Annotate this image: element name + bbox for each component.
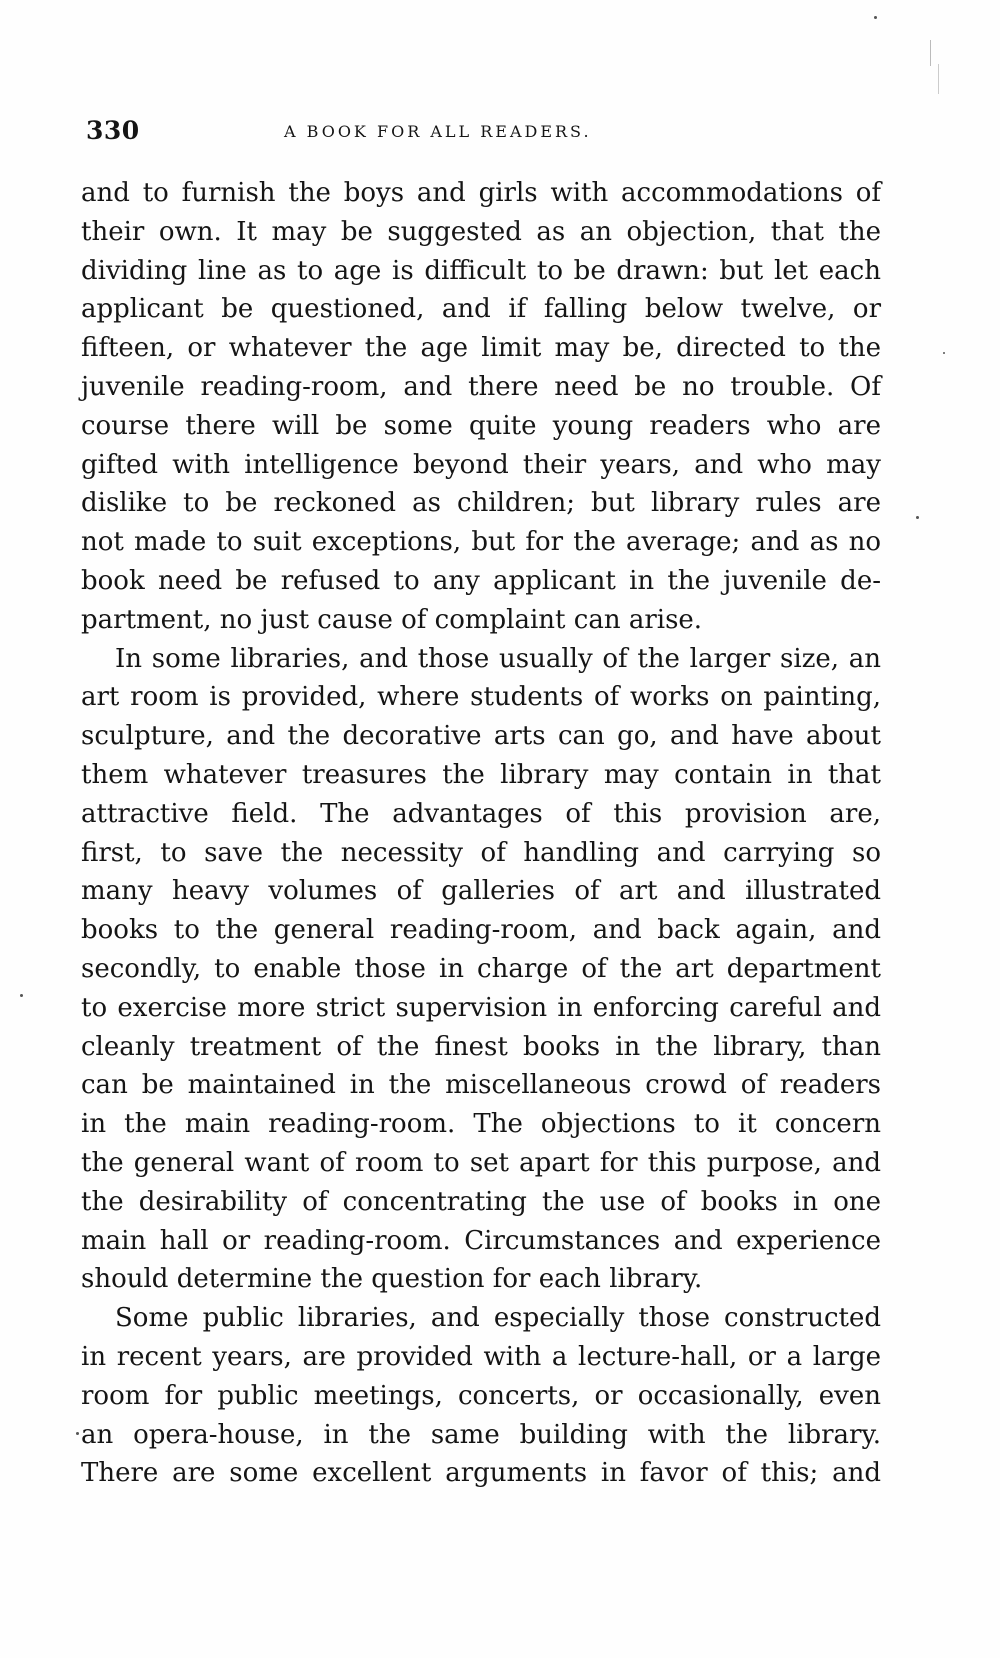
running-head [86, 116, 876, 156]
scan-speck [943, 352, 945, 354]
text-line: room for public meetings, concerts, or occasionally, even [81, 1380, 881, 1411]
text-line: applicant be questioned, and if falling below twelve, or [81, 294, 881, 325]
text-line: the general want of room to set apart for this purpose, and [81, 1147, 881, 1178]
text-line: to exercise more strict supervision in enforcing careful and [81, 992, 881, 1023]
paragraph-2 [81, 640, 881, 1300]
text-line: There are some excellent arguments in favor of this; and [81, 1458, 881, 1489]
scan-speck [938, 64, 939, 94]
page-number: 330 [86, 116, 140, 145]
text-line: can be maintained in the miscellaneous crowd of readers [81, 1070, 881, 1101]
scan-speck [916, 516, 919, 519]
text-line: art room is provided, where students of works on painting, [81, 682, 881, 713]
text-line: should determine the question for each library. [81, 1264, 703, 1295]
text-line: secondly, to enable those in charge of the art department [81, 953, 881, 984]
text-line: and to furnish the boys and girls with accommodations of [81, 178, 881, 208]
text-line: book need be refused to any applicant in the juvenile de- [81, 565, 881, 596]
text-line: fifteen, or whatever the age limit may be, directed to the [81, 333, 881, 364]
scan-speck [874, 16, 877, 19]
text-line: gifted with intelligence beyond their years, and who may [81, 449, 881, 480]
text-line: many heavy volumes of galleries of art and illustrated [81, 876, 881, 907]
text-line: juvenile reading-room, and there need be no trouble. Of [81, 371, 881, 402]
text-line: course there will be some quite young readers who are [81, 410, 881, 441]
text-line: attractive field. The advantages of this provision are, [81, 798, 881, 829]
paragraph-3 [81, 1299, 881, 1493]
scan-speck [930, 40, 931, 66]
text-line: cleanly treatment of the finest books in the library, than [81, 1031, 881, 1062]
text-line: books to the general reading-room, and back again, and [81, 915, 881, 946]
running-title: A BOOK FOR ALL READERS. [284, 122, 592, 141]
paragraph-1 [81, 174, 881, 640]
text-line: dividing line as to age is difficult to be drawn: but let each [81, 255, 881, 286]
text-line: In some libraries, and those usually of the larger size, an [115, 643, 881, 674]
text-line: an opera-house, in the same building with the library. [81, 1419, 881, 1450]
text-line: partment, no just cause of complaint can arise. [81, 604, 703, 635]
text-line: Some public libraries, and especially those constructed [115, 1303, 881, 1334]
text-line: their own. It may be suggested as an objection, that the [81, 216, 881, 247]
text-line: first, to save the necessity of handling and carrying so [81, 837, 881, 868]
scan-speck [20, 994, 23, 997]
scan-speck [76, 1432, 79, 1435]
text-line: the desirability of concentrating the use of books in one [81, 1186, 881, 1217]
body-text [81, 174, 881, 1493]
text-line: in the main reading-room. The objections to it concern [81, 1109, 881, 1140]
text-line: dislike to be reckoned as children; but library rules are [81, 488, 881, 519]
text-line: them whatever treasures the library may contain in that [81, 759, 881, 790]
text-line: sculpture, and the decorative arts can go, and have about [81, 721, 881, 752]
text-line: not made to suit exceptions, but for the average; and as no [81, 527, 881, 558]
text-line: in recent years, are provided with a lecture-hall, or a large [81, 1341, 881, 1372]
text-line: main hall or reading-room. Circumstances and experience [81, 1225, 881, 1256]
